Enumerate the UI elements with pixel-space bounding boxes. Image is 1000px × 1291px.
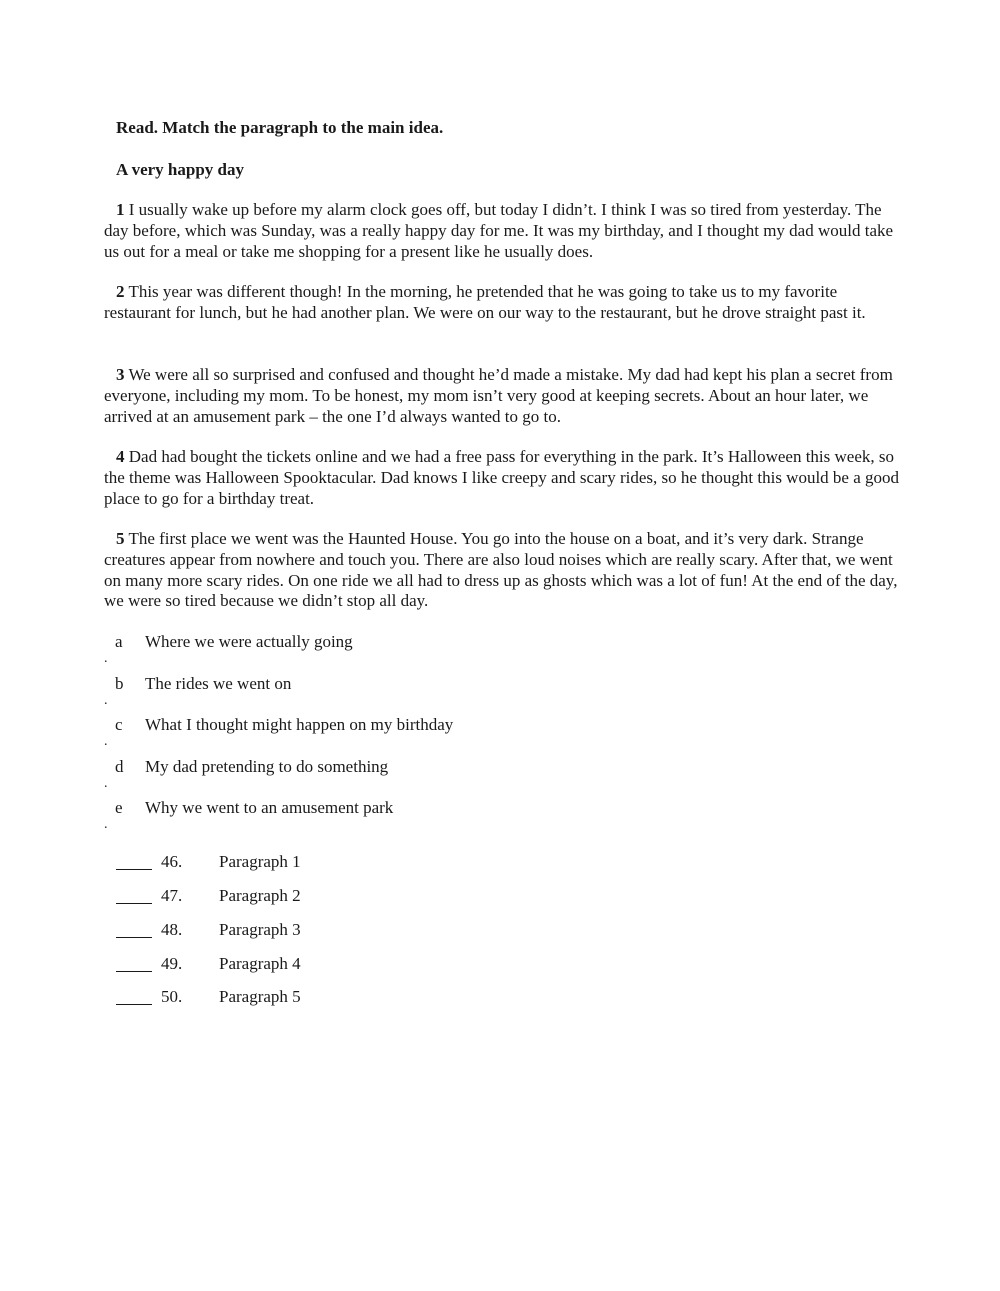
paragraph-4 xyxy=(104,447,904,509)
story-title: A very happy day xyxy=(116,160,244,179)
answer-blank[interactable] xyxy=(116,886,152,904)
paragraph-2 xyxy=(104,282,904,324)
paragraph-number: 4 xyxy=(116,447,125,466)
option-letter: b xyxy=(115,674,124,693)
option-letter: c xyxy=(115,715,123,734)
option-dot: . xyxy=(104,651,108,666)
paragraph-text: The first place we went was the Haunted House. You go into the house on a boat, and it’s very dark. Strange creatures appear from nowhere and touch you. There are also loud noises which are really scary. After that, we went on many more scary rides. On one ride we all had to dress up as ghosts which was a lot of fun! At the end of the day, we were so tired because we didn’t stop all day. xyxy=(104,529,898,611)
question-number: 47. xyxy=(161,886,183,905)
paragraph-5 xyxy=(104,529,904,612)
option-text: My dad pretending to do something xyxy=(145,757,389,776)
paragraph-number: 2 xyxy=(116,282,125,301)
main-idea-option-b xyxy=(104,674,704,716)
answer-row-48 xyxy=(116,920,516,944)
answer-row-49 xyxy=(116,954,516,978)
paragraph-number: 5 xyxy=(116,529,125,548)
option-dot: . xyxy=(104,776,108,791)
paragraph-label: Paragraph 1 xyxy=(219,852,301,871)
paragraph-text: I usually wake up before my alarm clock goes off, but today I didn’t. I think I was so tired from yesterday. The day before, which was Sunday, was a really happy day for me. It was my birthday, and I thought my dad would take us out for a meal or take me shopping for a present like he usually does. xyxy=(104,200,894,261)
option-text: The rides we went on xyxy=(145,674,292,693)
option-letter: a xyxy=(115,632,123,651)
paragraph-1 xyxy=(104,200,904,262)
paragraph-label: Paragraph 5 xyxy=(219,987,301,1006)
main-idea-option-a xyxy=(104,632,704,674)
option-text: What I thought might happen on my birthday xyxy=(145,715,454,734)
paragraph-3 xyxy=(104,365,904,427)
paragraph-label: Paragraph 2 xyxy=(219,886,301,905)
answer-row-47 xyxy=(116,886,516,910)
instruction-heading: Read. Match the paragraph to the main idea. xyxy=(116,118,444,137)
option-dot: . xyxy=(104,693,108,708)
paragraph-text: This year was different though! In the morning, he pretended that he was going to take us to my favorite restaurant for lunch, but he had another plan. We were on our way to the restaurant, but he drove straight past it. xyxy=(104,282,866,322)
question-number: 50. xyxy=(161,987,183,1006)
paragraph-number: 3 xyxy=(116,365,125,384)
option-letter: d xyxy=(115,757,124,776)
option-text: Where we were actually going xyxy=(145,632,353,651)
question-number: 48. xyxy=(161,920,183,939)
paragraph-text: We were all so surprised and confused and thought he’d made a mistake. My dad had kept his plan a secret from everyone, including my mom. To be honest, my mom isn’t very good at keeping secrets. About an hour later, we arrived at an amusement park – the one I’d always wanted to go to. xyxy=(104,365,893,426)
option-letter: e xyxy=(115,798,123,817)
paragraph-label: Paragraph 4 xyxy=(219,954,301,973)
option-dot: . xyxy=(104,817,108,832)
main-idea-option-d xyxy=(104,757,704,799)
main-idea-option-e xyxy=(104,798,704,840)
answer-row-50 xyxy=(116,987,516,1011)
question-number: 46. xyxy=(161,852,183,871)
answer-blank[interactable] xyxy=(116,852,152,870)
answer-blank[interactable] xyxy=(116,920,152,938)
option-text: Why we went to an amusement park xyxy=(145,798,394,817)
question-number: 49. xyxy=(161,954,183,973)
paragraph-number: 1 xyxy=(116,200,125,219)
paragraph-text: Dad had bought the tickets online and we had a free pass for everything in the park. It’s Halloween this week, so the theme was Halloween Spooktacular. Dad knows I like creepy and scary rides, so he thought this would be a good place to go for a birthday treat. xyxy=(104,447,900,508)
main-idea-option-c xyxy=(104,715,704,757)
answer-blank[interactable] xyxy=(116,987,152,1005)
paragraph-label: Paragraph 3 xyxy=(219,920,301,939)
answer-blank[interactable] xyxy=(116,954,152,972)
option-dot: . xyxy=(104,734,108,749)
answer-row-46 xyxy=(116,852,516,876)
